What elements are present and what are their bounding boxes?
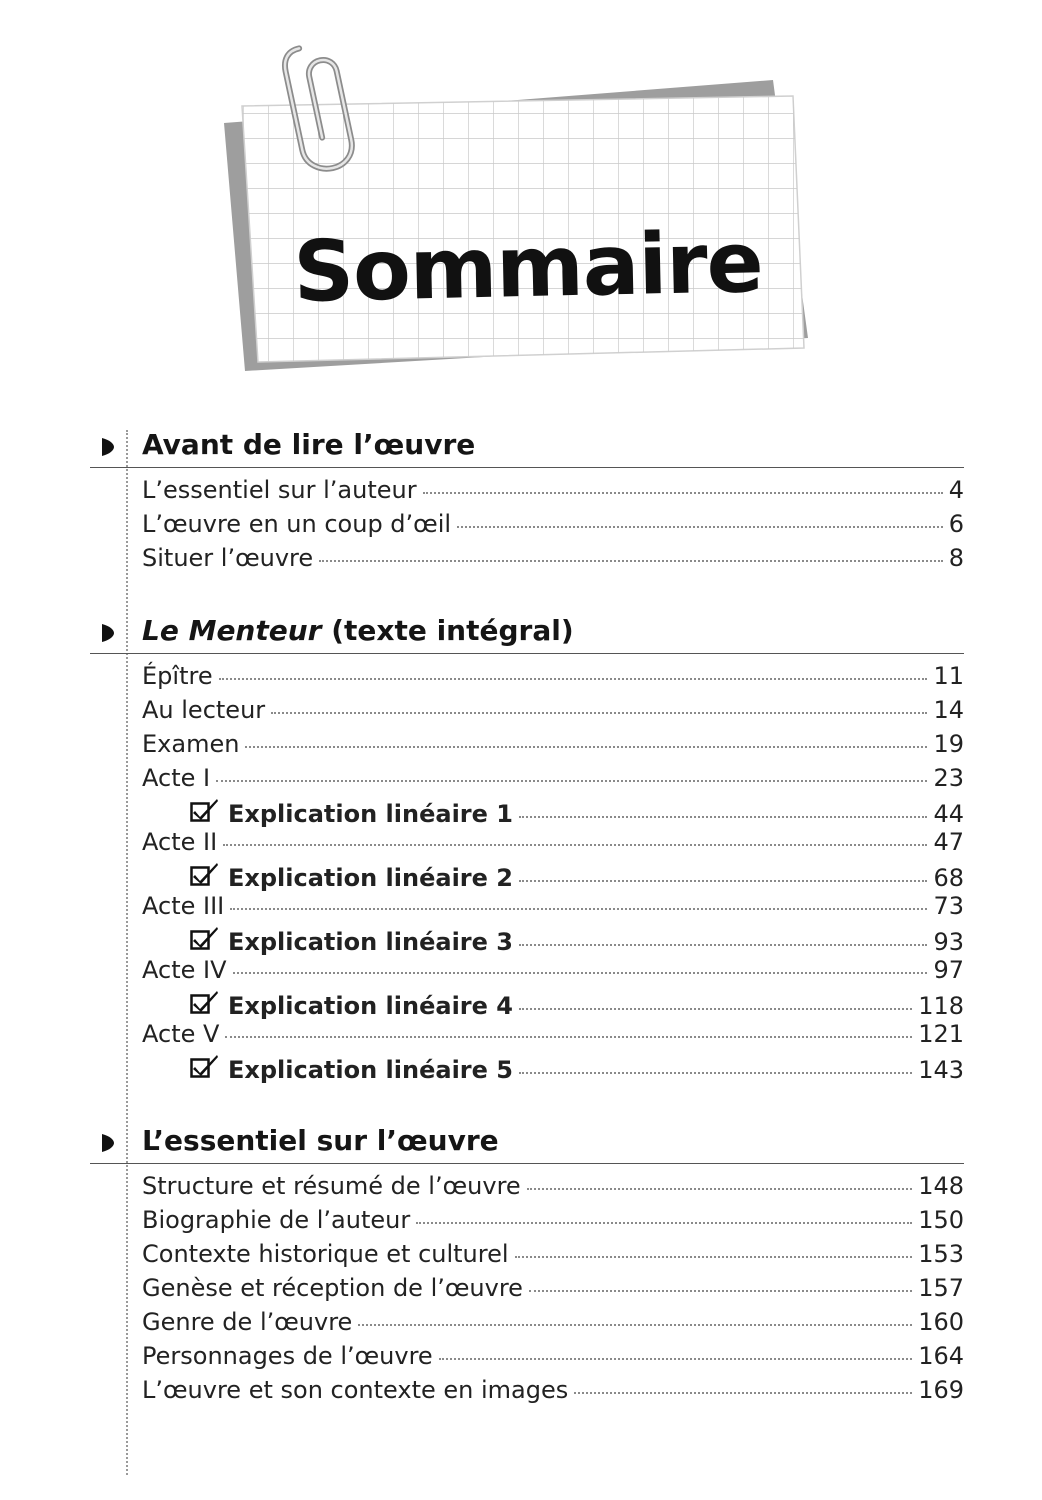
section-title-italic: Le Menteur (142, 614, 322, 647)
section-header (90, 610, 964, 654)
entry-list (90, 468, 964, 578)
entry-label: Explication linéaire 2 (228, 864, 513, 892)
checkbox-check-icon (190, 862, 220, 886)
entry-page: 93 (933, 928, 964, 956)
toc-sub-entry[interactable] (142, 798, 964, 828)
toc-entry[interactable] (142, 1342, 964, 1376)
entry-page: 148 (918, 1172, 964, 1200)
dot-leader (519, 1072, 912, 1074)
entry-label: Explication linéaire 4 (228, 992, 513, 1020)
entry-label: Biographie de l’auteur (142, 1206, 411, 1234)
entry-page: 47 (933, 828, 964, 856)
toc-entry[interactable] (142, 662, 964, 696)
toc-entry[interactable] (142, 1376, 964, 1410)
dot-leader (457, 526, 943, 528)
entry-label: Situer l’œuvre (142, 544, 314, 572)
entry-label: Acte III (142, 892, 225, 920)
dot-leader (219, 678, 928, 680)
entry-page: 121 (918, 1020, 964, 1048)
entry-label: Personnages de l’œuvre (142, 1342, 433, 1370)
entry-label: L’œuvre et son contexte en images (142, 1376, 569, 1404)
dot-leader (319, 560, 943, 562)
entry-label: Explication linéaire 1 (228, 800, 513, 828)
half-circle-arrow-icon (100, 1134, 114, 1152)
entry-page: 143 (918, 1056, 964, 1084)
toc-sub-entry[interactable] (142, 990, 964, 1020)
checkbox-check-icon (190, 990, 220, 1014)
toc-entry[interactable] (142, 1308, 964, 1342)
dot-leader (527, 1188, 913, 1190)
toc-entry[interactable] (142, 956, 964, 990)
toc-entry[interactable] (142, 730, 964, 764)
section-avant-de-lire (90, 424, 964, 578)
entry-label: Structure et résumé de l’œuvre (142, 1172, 521, 1200)
dot-leader (416, 1222, 912, 1224)
entry-page: 11 (933, 662, 964, 690)
checkbox-check-icon (190, 798, 220, 822)
entry-page: 164 (918, 1342, 964, 1370)
entry-label: Examen (142, 730, 240, 758)
entry-label: Épître (142, 662, 213, 690)
dot-leader (519, 944, 927, 946)
toc-sub-entry[interactable] (142, 926, 964, 956)
entry-label: Acte IV (142, 956, 227, 984)
entry-label: L’œuvre en un coup d’œil (142, 510, 452, 538)
toc-entry[interactable] (142, 892, 964, 926)
entry-label: Acte V (142, 1020, 220, 1048)
toc-entry[interactable] (142, 1172, 964, 1206)
entry-page: 97 (933, 956, 964, 984)
dot-leader (519, 880, 927, 882)
dot-leader (515, 1256, 913, 1258)
section-header (90, 424, 964, 468)
entry-page: 4 (948, 476, 964, 504)
dot-leader (245, 746, 927, 748)
dot-leader (358, 1324, 912, 1326)
dot-leader (519, 816, 927, 818)
entry-label: Au lecteur (142, 696, 266, 724)
section-title-rest: (texte intégral) (321, 614, 574, 647)
dot-leader (223, 844, 927, 846)
dot-leader (225, 1036, 912, 1038)
dot-leader (519, 1008, 912, 1010)
entry-page: 8 (948, 544, 964, 572)
checkbox-check-icon (190, 926, 220, 950)
toc-sub-entry[interactable] (142, 1054, 964, 1084)
entry-page: 169 (918, 1376, 964, 1404)
entry-page: 153 (918, 1240, 964, 1268)
toc-entry[interactable] (142, 476, 964, 510)
half-circle-arrow-icon (100, 624, 114, 642)
toc-sub-entry[interactable] (142, 862, 964, 892)
entry-page: 157 (918, 1274, 964, 1302)
entry-label: Acte I (142, 764, 211, 792)
toc-entry[interactable] (142, 696, 964, 730)
entry-page: 68 (933, 864, 964, 892)
checkbox-check-icon (190, 1054, 220, 1078)
entry-page: 6 (948, 510, 964, 538)
entry-page: 160 (918, 1308, 964, 1336)
toc-entry[interactable] (142, 1274, 964, 1308)
entry-label: Acte II (142, 828, 218, 856)
toc-entry[interactable] (142, 1020, 964, 1054)
entry-page: 19 (933, 730, 964, 758)
entry-label: L’essentiel sur l’auteur (142, 476, 417, 504)
dot-leader (233, 972, 928, 974)
entry-label: Explication linéaire 5 (228, 1056, 513, 1084)
toc-entry[interactable] (142, 1240, 964, 1274)
entry-list (90, 1164, 964, 1410)
entry-label: Contexte historique et culturel (142, 1240, 509, 1268)
section-essentiel-oeuvre (90, 1120, 964, 1410)
entry-page: 150 (918, 1206, 964, 1234)
section-header (90, 1120, 964, 1164)
entry-page: 118 (918, 992, 964, 1020)
half-circle-arrow-icon (100, 438, 114, 456)
entry-list (90, 654, 964, 1084)
title-card (218, 38, 838, 408)
entry-page: 14 (933, 696, 964, 724)
section-le-menteur (90, 610, 964, 1084)
toc-entry[interactable] (142, 510, 964, 544)
toc-entry[interactable] (142, 828, 964, 862)
toc-entry[interactable] (142, 1206, 964, 1240)
entry-label: Genèse et réception de l’œuvre (142, 1274, 523, 1302)
page-title: Sommaire (292, 213, 764, 321)
dot-leader (423, 492, 943, 494)
dot-leader (230, 908, 927, 910)
section-title: L’essentiel sur l’œuvre (142, 1124, 499, 1157)
dot-leader (529, 1290, 912, 1292)
section-title (142, 614, 574, 647)
dot-leader (216, 780, 927, 782)
dot-leader (574, 1392, 912, 1394)
toc-entry[interactable] (142, 764, 964, 798)
entry-page: 44 (933, 800, 964, 828)
dot-leader (439, 1358, 912, 1360)
entry-page: 23 (933, 764, 964, 792)
toc-entry[interactable] (142, 544, 964, 578)
dot-leader (271, 712, 927, 714)
section-title: Avant de lire l’œuvre (142, 428, 476, 461)
entry-label: Explication linéaire 3 (228, 928, 513, 956)
entry-page: 73 (933, 892, 964, 920)
entry-label: Genre de l’œuvre (142, 1308, 353, 1336)
